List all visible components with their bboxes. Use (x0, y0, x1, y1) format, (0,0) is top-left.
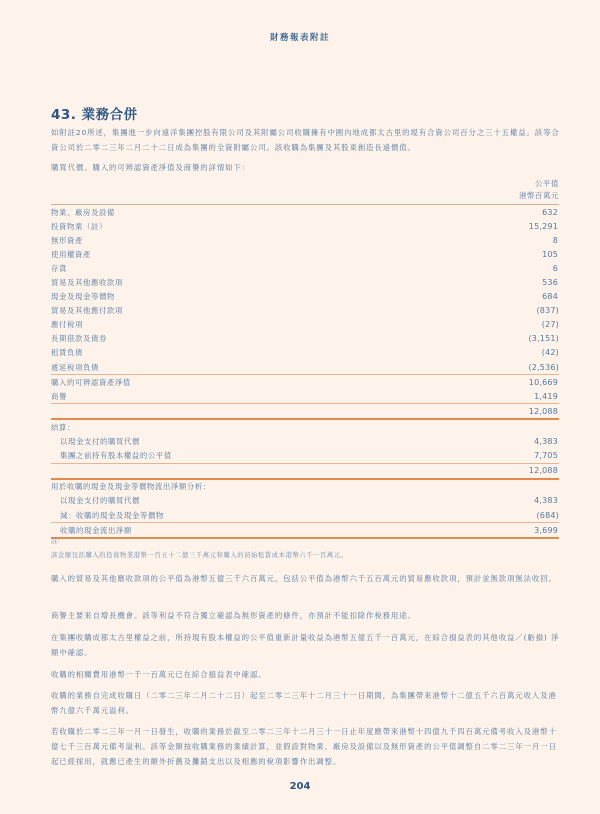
settlement-total-row (51, 463, 559, 480)
row-label: 租賃負債 (51, 348, 83, 358)
paragraph-goodwill: 商譽主要來自增長機會。該等利益不符合獨立確認為無形資產的條件，亦預計不能扣除作稅務用途。 (51, 611, 416, 620)
row-label: 投資物業（註） (51, 221, 107, 231)
note-label: 註： (51, 537, 64, 545)
table-column-header (51, 178, 559, 205)
table-row (51, 435, 559, 449)
row-label: 以現金支付的購買代價 (60, 437, 140, 447)
table-row (51, 508, 559, 522)
row-label: 遞延稅項負債 (51, 362, 99, 372)
table-row (51, 233, 559, 247)
row-label: 以現金支付的購買代價 (60, 496, 140, 506)
table-row (51, 275, 559, 289)
row-amount: 632 (542, 207, 558, 217)
table-row (51, 449, 559, 463)
row-amount: (684) (536, 510, 559, 520)
table-row (51, 261, 559, 275)
paragraph-contribution: 收購的業務自完成收購日（二零二三年二月二十二日）起至二零二三年十二月三十一日期間，為集團帶來港幣十二億五千六百萬元收入及港幣九億六千萬元溢利。 (51, 691, 557, 715)
cash-analysis-heading (51, 480, 559, 494)
table-intro: 購買代價、購入的可辨認資產淨值及商譽的詳情如下： (51, 163, 250, 172)
row-amount: (837) (536, 306, 559, 316)
row-amount: 10,669 (528, 377, 558, 387)
net-cash-outflow-row (51, 522, 559, 539)
paragraph-proforma: 若收購於二零二三年一月一日發生，收購的業務於截至二零二三年十二月三十一日止年度應帶來港幣十四億九千四百萬元備考收入及港幣十億七千三百萬元備考溢利。該等金額按收購業務的業績計算，並假設對物業、廠房及設備以及無形資產的公平值調整自二零二三年一月一日起已經採用，就應已產生的額外折舊及攤銷支出以及相應的稅項影響作出調整。 (51, 727, 557, 766)
row-amount: (3,151) (528, 334, 559, 344)
row-amount: (42) (541, 348, 559, 358)
paragraph-costs: 收購的相關費用港幣一千一百萬元已在綜合損益表中確認。 (51, 670, 267, 679)
table-row (51, 247, 559, 261)
row-label: 存貨 (51, 263, 67, 273)
section-title: 43. 業務合併 (51, 107, 138, 123)
row-label: 減：收購的現金及現金等價物 (60, 510, 164, 520)
row-label: 長期借款及債券 (51, 334, 107, 344)
row-amount: 536 (542, 278, 558, 288)
column-header-fair-value: 公平值 (535, 179, 559, 188)
paragraph-receivables: 購入的貿易及其他應收款項的公平值為港幣五億三千六百萬元，包括公平值為港幣六千五百萬元的貿易應收款項，預計並無款項無法收回。 (51, 574, 557, 583)
row-label: 用於收購的現金及現金等價物流出淨額分析： (51, 482, 211, 492)
row-amount: 3,699 (534, 525, 558, 535)
table-row (51, 219, 559, 233)
table-row (51, 332, 559, 346)
row-label: 現金及現金等價物 (51, 292, 115, 302)
total-amount: 12,088 (528, 406, 558, 416)
row-label: 使用權資產 (51, 249, 91, 259)
row-label: 應付稅項 (51, 320, 83, 330)
fair-value-table (51, 178, 559, 539)
row-amount: 15,291 (528, 221, 558, 231)
running-header: 財務報表附註 (269, 33, 330, 43)
note-text: 該金額包括購入的投資物業港幣一百五十二億三千萬元和購入的初始租賃成本港幣六千一百萬元。 (51, 552, 348, 559)
row-amount: 8 (552, 235, 558, 245)
row-label: 貿易及其他應收款項 (51, 278, 123, 288)
row-label: 商譽 (51, 391, 67, 401)
table-row (51, 290, 559, 304)
table-row (51, 318, 559, 332)
column-header-unit: 港幣百萬元 (519, 191, 559, 200)
goodwill-row (51, 389, 559, 403)
row-amount: 1,419 (534, 391, 558, 401)
total-row (51, 403, 559, 420)
row-label: 無形資產 (51, 235, 83, 245)
row-amount: 7,705 (534, 451, 558, 461)
row-label: 貿易及其他應付款項 (51, 306, 123, 316)
table-row (51, 205, 559, 219)
row-label: 購入的可辨認資產淨值 (51, 377, 131, 387)
intro-paragraph: 如附註20所述，集團進一步向遠洋集團控股有限公司及其附屬公司收購擁有中國內地成都太古里的現有合資公司百分之三十五權益。該等合資公司於二零二三年二月二十二日成為集團的全資附屬公司。該收購為集團及其股東創造長遠價值。 (51, 128, 560, 152)
paragraph-remeasurement: 在集團收購成都太古里權益之前，所持現有股本權益的公平值重新計量收益為港幣五億五千一百萬元，在綜合損益表的其他收益／(虧損) 淨額中確認。 (51, 633, 560, 657)
row-amount: 684 (542, 292, 558, 302)
row-amount: 105 (542, 249, 558, 259)
table-row (51, 494, 559, 508)
settlement-heading (51, 420, 559, 434)
row-label: 結算： (51, 422, 75, 432)
row-amount: 6 (552, 263, 558, 273)
table-row (51, 360, 559, 374)
page-number: 204 (289, 781, 311, 792)
row-label: 收購的現金流出淨額 (60, 525, 132, 535)
total-amount: 12,088 (528, 466, 558, 476)
row-amount: 4,383 (534, 496, 558, 506)
row-amount: (27) (541, 320, 559, 330)
table-row (51, 304, 559, 318)
table-row (51, 346, 559, 360)
row-amount: 4,383 (534, 437, 558, 447)
row-amount: (2,536) (528, 362, 559, 372)
net-assets-row (51, 374, 559, 389)
row-label: 集團之前持有股本權益的公平值 (60, 451, 172, 461)
row-label: 物業、廠房及設備 (51, 207, 115, 217)
